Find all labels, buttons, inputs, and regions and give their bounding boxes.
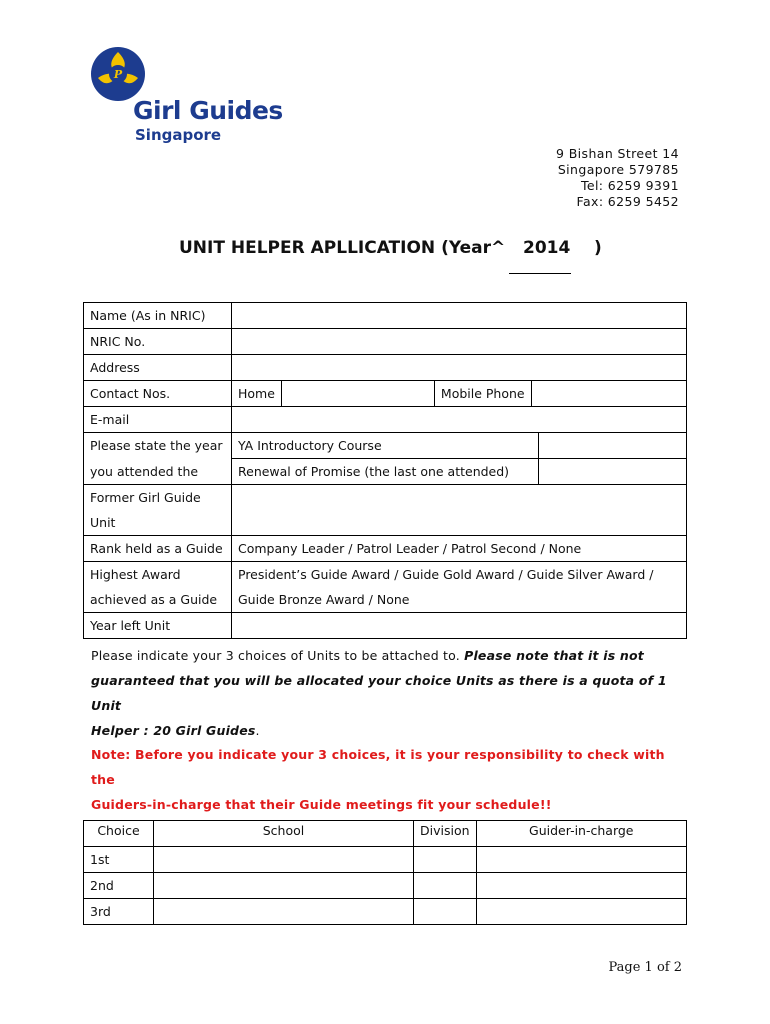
header-choice: Choice: [84, 821, 154, 847]
contact-subtable: [232, 381, 686, 406]
award-label-line1: Highest Award: [84, 562, 232, 588]
rank-label: Rank held as a Guide: [84, 536, 232, 562]
guider-field[interactable]: [476, 847, 686, 873]
table-row: [84, 613, 687, 639]
header-division: Division: [414, 821, 477, 847]
table-row: [84, 433, 687, 459]
unit-choices-table: [83, 820, 687, 925]
school-field[interactable]: [154, 847, 414, 873]
title-close: ): [594, 238, 602, 258]
choice-label: 2nd: [84, 873, 154, 899]
attended-label-line1: Please state the year: [84, 433, 232, 459]
renewal-subtable: [232, 459, 686, 484]
header-guider: Guider-in-charge: [476, 821, 686, 847]
rank-options[interactable]: Company Leader / Patrol Leader / Patrol Second / None: [232, 536, 687, 562]
renewal-year-field[interactable]: [539, 459, 687, 484]
nric-label: NRIC No.: [84, 329, 232, 355]
division-field[interactable]: [414, 899, 477, 925]
choice-label: 3rd: [84, 899, 154, 925]
home-phone-field[interactable]: [281, 381, 434, 406]
former-unit-field[interactable]: [232, 485, 687, 536]
page-number: Page 1 of 2: [608, 960, 682, 975]
guider-field[interactable]: [476, 899, 686, 925]
mobile-label: Mobile Phone: [434, 381, 531, 406]
renewal-label: Renewal of Promise (the last one attended): [238, 464, 510, 479]
year-underline: [509, 273, 571, 274]
nric-field[interactable]: [232, 329, 687, 355]
ya-course-cell: [232, 433, 687, 459]
guider-field[interactable]: [476, 873, 686, 899]
address-tel: Tel: 6259 9391: [580, 178, 679, 193]
title-text: UNIT HELPER APLLICATION (Year^: [179, 238, 506, 258]
mobile-phone-field[interactable]: [531, 381, 686, 406]
year-left-label: Year left Unit: [84, 613, 232, 639]
header-school: School: [154, 821, 414, 847]
division-field[interactable]: [414, 847, 477, 873]
instructions-paragraph: [91, 643, 681, 743]
table-row: [84, 459, 687, 485]
title-year: 2014: [522, 238, 571, 258]
contact-label: Contact Nos.: [84, 381, 232, 407]
address-label: Address: [84, 355, 232, 381]
award-options-line1[interactable]: President’s Guide Award / Guide Gold Award / Guide Silver Award /: [232, 562, 687, 588]
instructions-emphasis-3: Helper : 20 Girl Guides: [91, 723, 256, 738]
applicant-form-table: [83, 302, 687, 639]
address-street: 9 Bishan Street 14: [555, 146, 679, 161]
svg-text:P: P: [113, 68, 123, 81]
note-line1: Note: Before you indicate your 3 choices, it is your responsibility to check with the: [91, 747, 665, 787]
warning-note: [91, 742, 681, 817]
home-label: Home: [238, 386, 275, 401]
table-row: [84, 381, 687, 407]
contact-cell: [232, 381, 687, 407]
ya-course-year-field[interactable]: [539, 433, 687, 458]
girl-guides-logo: [88, 44, 283, 154]
address-block: [556, 146, 679, 210]
former-unit-label-line1: Former Girl Guide: [84, 485, 232, 511]
award-options-line2[interactable]: Guide Bronze Award / None: [232, 587, 687, 613]
instructions-period: .: [255, 723, 260, 738]
email-label: E-mail: [84, 407, 232, 433]
note-line2: Guiders-in-charge that their Guide meetings fit your schedule!!: [91, 797, 552, 812]
table-row: [84, 873, 687, 899]
instructions-emphasis-1: Please note that it is not: [464, 648, 644, 663]
table-row: [84, 536, 687, 562]
table-row: [84, 329, 687, 355]
ya-course-subtable: [232, 433, 686, 458]
school-field[interactable]: [154, 873, 414, 899]
table-row: [84, 485, 687, 511]
address-fax: Fax: 6259 5452: [576, 194, 679, 209]
renewal-cell: [232, 459, 687, 485]
former-unit-label-line2: Unit: [84, 510, 232, 536]
logo-title: Girl Guides: [133, 96, 283, 125]
ya-course-label: YA Introductory Course: [238, 438, 382, 453]
choice-label: 1st: [84, 847, 154, 873]
instructions-plain: Please indicate your 3 choices of Units to be attached to.: [91, 648, 465, 663]
trefoil-emblem-icon: [88, 44, 148, 104]
school-field[interactable]: [154, 899, 414, 925]
table-row: [84, 562, 687, 588]
page-title: [179, 238, 602, 258]
table-row: [84, 303, 687, 329]
instructions-emphasis-2: guaranteed that you will be allocated your choice Units as there is a quota of 1 Unit: [91, 673, 667, 713]
email-field[interactable]: [232, 407, 687, 433]
name-field[interactable]: [232, 303, 687, 329]
table-row: [84, 847, 687, 873]
award-label-line2: achieved as a Guide: [84, 587, 232, 613]
table-row: [84, 899, 687, 925]
address-postal: Singapore 579785: [557, 162, 679, 177]
table-row: [84, 587, 687, 613]
table-header-row: [84, 821, 687, 847]
table-row: [84, 407, 687, 433]
logo-subtitle: Singapore: [135, 126, 222, 144]
address-field[interactable]: [232, 355, 687, 381]
year-left-field[interactable]: [232, 613, 687, 639]
attended-label-line2: you attended the: [84, 459, 232, 485]
table-row: [84, 355, 687, 381]
division-field[interactable]: [414, 873, 477, 899]
name-label: Name (As in NRIC): [84, 303, 232, 329]
